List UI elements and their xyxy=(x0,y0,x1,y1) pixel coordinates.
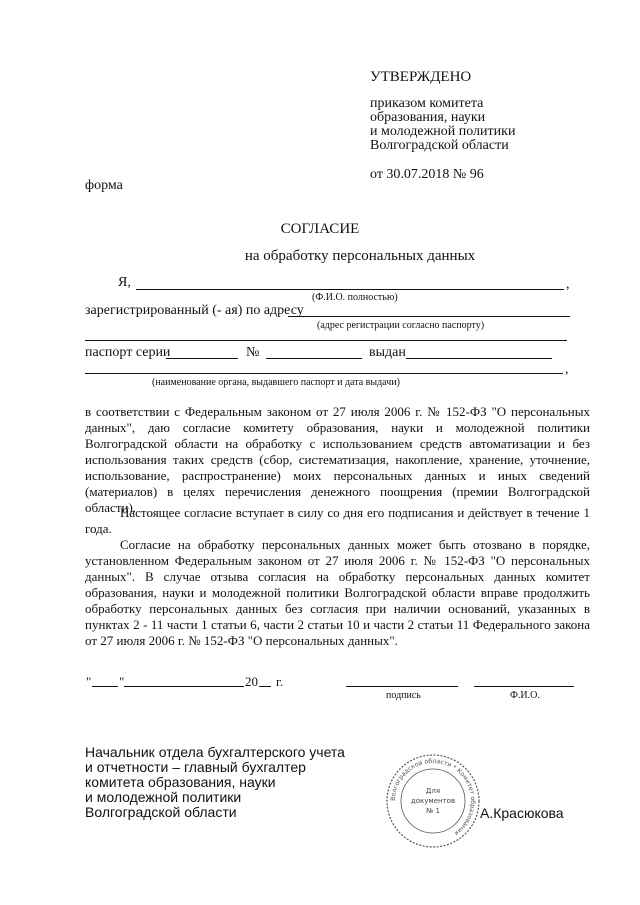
withdrawal-paragraph: Согласие на обработку персональных данных может быть отозвано в порядке, установленном Федеральным законом от 27 июля 2006 г. № 152-ФЗ "О персональных данных". В случае отзыва согласия на обработку персональных данных комитет образования, науки и молодежной политики Волгоградской области вправе продолжить обработку персональных данных без согласия при наличии оснований, указанных в пунктах 2 - 11 части 1 статьи 6, части 2 статьи 10 и части 2 статьи 11 Федерального закона от 27 июля 2006 г. № 152-ФЗ "О персональных данных". xyxy=(85,537,590,648)
year-prefix: 20 xyxy=(245,674,258,689)
i-prefix: Я, xyxy=(118,275,131,290)
day-input-line[interactable] xyxy=(92,686,118,687)
form-label: форма xyxy=(85,178,123,193)
date-quote-close: " xyxy=(119,674,125,689)
passport-number-input-line[interactable] xyxy=(266,358,362,359)
approval-date: от 30.07.2018 № 96 xyxy=(370,167,484,182)
issued-label: выдан xyxy=(369,345,406,360)
stamp-center-line: Для xyxy=(425,787,441,795)
signature-input-line[interactable] xyxy=(346,686,458,687)
date-quote-open: " xyxy=(86,674,92,689)
stamp-center-line: документов xyxy=(410,797,456,805)
passport-number-label: № xyxy=(246,345,260,360)
fio-input-line[interactable] xyxy=(136,289,564,290)
passport-series-input-line[interactable] xyxy=(166,358,238,359)
issuer-caption: (наименование органа, выдавшего паспорт и дата выдачи) xyxy=(152,377,400,388)
approval-line: и молодежной политики xyxy=(370,124,516,139)
fio-caption: (Ф.И.О. полностью) xyxy=(312,292,398,303)
issuer-comma: , xyxy=(565,362,569,377)
fio-sign-input-line[interactable] xyxy=(474,686,574,687)
address-input-line[interactable] xyxy=(288,316,570,317)
signer-line: и молодежной политики xyxy=(85,789,242,805)
validity-paragraph: Настоящее согласие вступает в силу со дня его подписания и действует в течение 1 года. xyxy=(85,505,590,536)
approval-heading: УТВЕРЖДЕНО xyxy=(370,69,472,85)
passport-series-label: паспорт серии xyxy=(85,345,171,360)
year-input-line[interactable] xyxy=(259,686,271,687)
document-title: СОГЛАСИЕ xyxy=(280,221,360,237)
issuer-input-line[interactable] xyxy=(85,373,563,374)
month-input-line[interactable] xyxy=(124,686,244,687)
fio-comma: , xyxy=(566,277,570,292)
signature-caption: подпись xyxy=(386,690,421,701)
year-suffix: г. xyxy=(276,674,284,689)
approval-line: образования, науки xyxy=(370,110,486,125)
signer-block xyxy=(85,745,345,820)
approval-line: Волгоградской области xyxy=(370,138,509,153)
signer-line: Волгоградской области xyxy=(85,804,237,820)
address-caption: (адрес регистрации согласно паспорту) xyxy=(317,320,485,331)
fio-sign-caption: Ф.И.О. xyxy=(510,690,540,701)
official-stamp xyxy=(385,753,481,849)
approval-line: приказом комитета xyxy=(370,96,484,111)
consent-paragraph: в соответствии с Федеральным законом от 27 июля 2006 г. № 152-ФЗ "О персональных данных", даю согласие комитету образования, науки и молодежной политики Волгоградской области на обработку с использованием средств автоматизации и без использования таких средств (сбор, систематизация, накопление, хранение, уточнение, использование, распространение) моих персональных данных и иных сведений (материалов) в целях перечисления денежного поощрения (премии Волгоградской области). xyxy=(85,404,590,515)
signer-line: и отчетности – главный бухгалтер xyxy=(85,759,306,775)
signer-line: Начальник отдела бухгалтерского учета xyxy=(85,744,345,760)
stamp-ring-text: Волгоградской области * Комитет образования xyxy=(389,757,477,837)
signer-name: А.Красюкова xyxy=(480,805,564,821)
address-input-line-2[interactable] xyxy=(85,340,567,341)
registered-label: зарегистрированный (- ая) по адресу xyxy=(85,303,304,318)
document-subtitle: на обработку персональных данных xyxy=(244,248,476,264)
stamp-center-line: № 1 xyxy=(426,807,440,815)
approval-block xyxy=(370,68,515,183)
signer-line: комитета образования, науки xyxy=(85,774,276,790)
issued-input-line[interactable] xyxy=(406,358,552,359)
